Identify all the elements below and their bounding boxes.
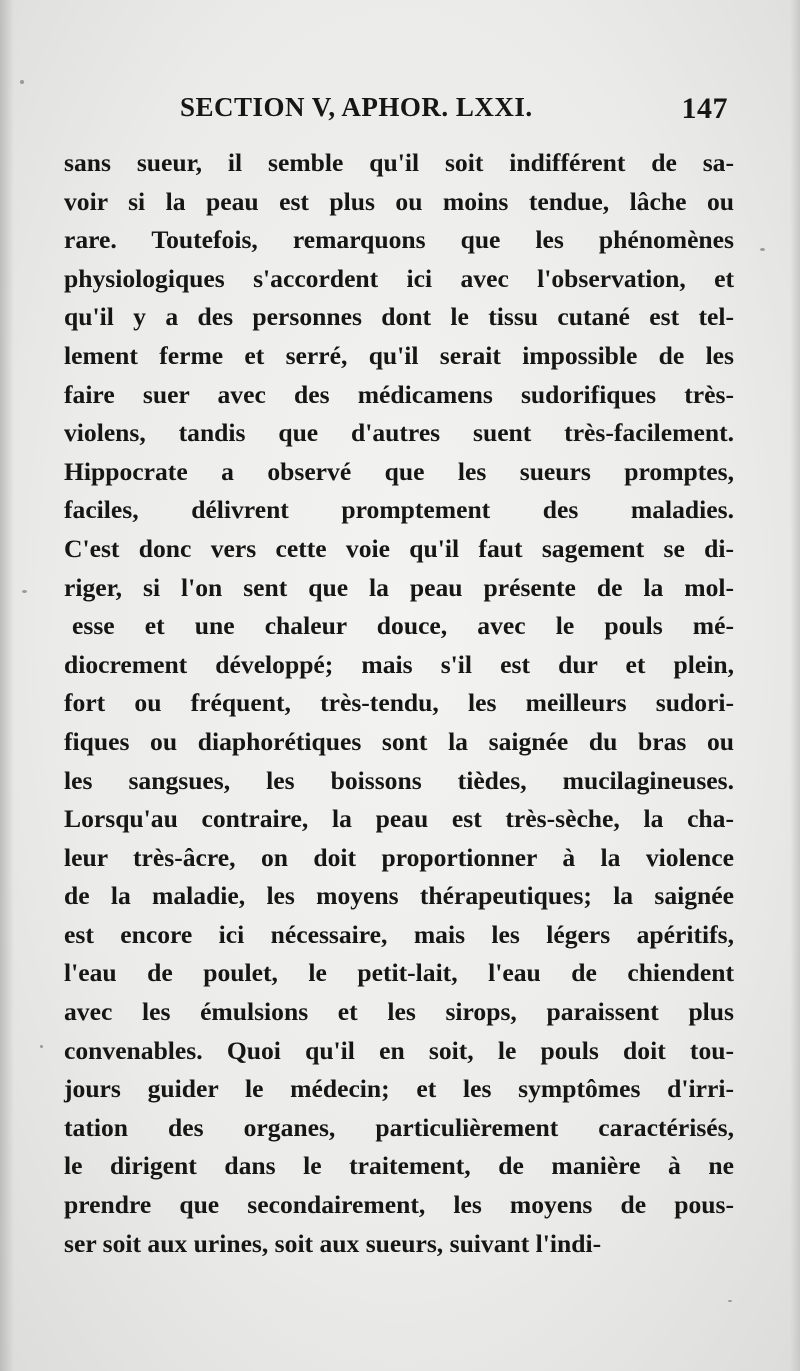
text-line: rare. Toutefois, remarquons que les phénomènes xyxy=(64,225,734,255)
page-header xyxy=(180,92,730,132)
text-line: jours guider le médecin; et les symptômes d'irri- xyxy=(64,1074,734,1104)
text-line: physiologiques s'accordent ici avec l'observation, et xyxy=(64,263,734,293)
text-line: Hippocrate a observé que les sueurs promptes, xyxy=(64,456,734,486)
text-line: le dirigent dans le traitement, de manière à ne xyxy=(64,1151,734,1181)
body-text xyxy=(64,144,734,1263)
text-line: prendre que secondairement, les moyens de pous- xyxy=(64,1190,734,1220)
running-head: SECTION V, APHOR. LXXI. xyxy=(180,92,533,122)
text-line: les sangsues, les boissons tièdes, mucilagineuses. xyxy=(64,765,734,795)
text-line: avec les émulsions et les sirops, paraissent plus xyxy=(64,997,734,1027)
text-line: l'eau de poulet, le petit-lait, l'eau de chiendent xyxy=(64,958,734,988)
text-line: esse et une chaleur douce, avec le pouls mé- xyxy=(72,611,734,641)
text-line: riger, si l'on sent que la peau présente de la mol- xyxy=(64,572,734,602)
paper-speck xyxy=(728,1300,732,1302)
text-line: ser soit aux urines, soit aux sueurs, suivant l'indi- xyxy=(64,1228,602,1258)
text-line: tation des organes, particulièrement caractérisés, xyxy=(64,1112,734,1142)
paper-speck xyxy=(20,80,24,84)
text-line: C'est donc vers cette voie qu'il faut sagement se di- xyxy=(64,533,734,563)
text-line: fort ou fréquent, très-tendu, les meilleurs sudori- xyxy=(64,688,734,718)
text-line: de la maladie, les moyens thérapeutiques; la saignée xyxy=(64,881,734,911)
paper-speck xyxy=(22,590,27,593)
text-line: sans sueur, il semble qu'il soit indifférent de sa- xyxy=(64,148,734,177)
text-line: convenables. Quoi qu'il en soit, le pouls doit tou- xyxy=(64,1035,734,1065)
paper-speck xyxy=(760,248,765,251)
text-line: leur très-âcre, on doit proportionner à la violence xyxy=(64,842,734,872)
text-line: lement ferme et serré, qu'il serait impossible de les xyxy=(64,340,734,370)
text-line: violens, tandis que d'autres suent très-facilement. xyxy=(64,418,734,448)
text-line: faire suer avec des médicamens sudorifiques très- xyxy=(64,379,734,409)
text-line: est encore ici nécessaire, mais les légers apéritifs, xyxy=(64,919,734,949)
text-line: fiques ou diaphorétiques sont la saignée du bras ou xyxy=(64,726,734,756)
paper-speck xyxy=(40,1045,43,1048)
text-line: diocrement développé; mais s'il est dur et plein, xyxy=(64,649,734,679)
page-number: 147 xyxy=(681,92,728,125)
text-line: voir si la peau est plus ou moins tendue, lâche ou xyxy=(64,186,734,216)
text-line: Lorsqu'au contraire, la peau est très-sèche, la cha- xyxy=(64,804,734,834)
text-line: faciles, délivrent promptement des maladies. xyxy=(64,495,734,525)
text-line: qu'il y a des personnes dont le tissu cutané est tel- xyxy=(64,302,734,332)
